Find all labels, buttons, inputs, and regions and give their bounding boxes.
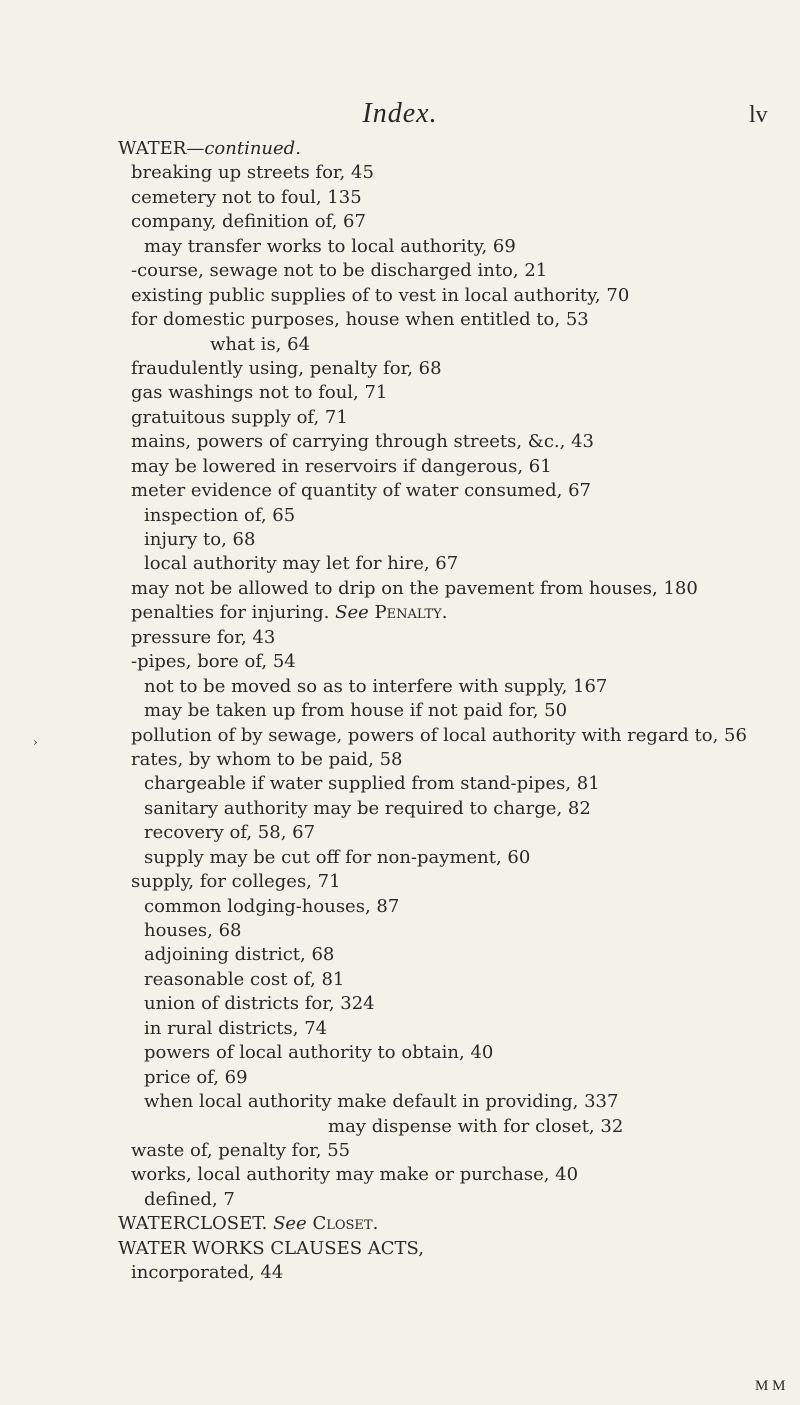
entry-text: pressure for, 43	[131, 626, 276, 648]
index-entry	[0, 259, 800, 283]
entry-text: what is, 64	[210, 333, 311, 355]
cross-reference: Penalty.	[368, 602, 448, 624]
entry-text: mains, powers of carrying through streets, &c., 43	[131, 431, 594, 453]
see-label: See	[335, 602, 369, 624]
index-entry-text	[118, 1237, 424, 1261]
index-entry-text	[131, 430, 594, 454]
entry-text: -course, sewage not to be discharged into, 21	[131, 260, 548, 282]
entry-text: powers of local authority to obtain, 40	[144, 1042, 494, 1064]
index-entry-text	[131, 308, 589, 332]
index-entry-text	[144, 772, 600, 796]
margin-mark: ›	[33, 735, 38, 749]
index-entry-text	[131, 381, 387, 405]
index-entry-text	[144, 1041, 493, 1065]
index-entry	[0, 821, 800, 845]
index-entry-text	[131, 357, 442, 381]
index-entry	[0, 724, 800, 748]
index-entry	[0, 1090, 800, 1114]
index-entry	[0, 992, 800, 1016]
page-number: lv	[749, 102, 768, 128]
index-entry-text	[144, 528, 255, 552]
index-entry	[0, 210, 800, 234]
index-entry	[0, 333, 800, 357]
entry-text: incorporated, 44	[131, 1262, 284, 1284]
index-entry	[0, 943, 800, 967]
index-entry-text	[131, 626, 275, 650]
index-entry	[0, 772, 800, 796]
entry-text: inspection of, 65	[144, 504, 296, 526]
index-entry-text	[131, 870, 341, 894]
index-entry-text	[144, 821, 315, 845]
entry-text: company, definition of, 67	[131, 211, 366, 233]
entry-text: not to be moved so as to interfere with supply, 167	[144, 675, 608, 697]
index-entry-text	[131, 406, 348, 430]
entry-text: for domestic purposes, house when entitled to, 53	[131, 309, 589, 331]
index-entry-text	[144, 552, 458, 576]
index-entry	[0, 748, 800, 772]
index-entry	[0, 919, 800, 943]
index-entry-text	[144, 1090, 618, 1114]
index-entry	[0, 357, 800, 381]
entry-text: breaking up streets for, 45	[131, 162, 374, 184]
index-entry-text	[144, 235, 516, 259]
index-entry	[0, 430, 800, 454]
index-entry	[0, 895, 800, 919]
index-entry	[0, 1139, 800, 1163]
entry-text: waste of, penalty for, 55	[131, 1139, 351, 1161]
index-entry-text	[328, 1115, 623, 1139]
entry-text: common lodging-houses, 87	[144, 895, 400, 917]
entry-text: WATERCLOSET.	[118, 1213, 274, 1235]
entry-text: meter evidence of quantity of water consumed, 67	[131, 480, 592, 502]
entry-text: supply may be cut off for non-payment, 60	[144, 846, 531, 868]
index-entry-text	[131, 748, 403, 772]
index-entry-text	[144, 1017, 327, 1041]
index-entry-text	[144, 504, 295, 528]
index-entry	[0, 381, 800, 405]
index-entry	[0, 968, 800, 992]
entry-text: gratuitous supply of, 71	[131, 406, 348, 428]
entry-text: fraudulently using, penalty for, 68	[131, 357, 442, 379]
index-entry-text	[144, 1188, 235, 1212]
index-entry-text	[144, 968, 344, 992]
index-entry	[0, 1261, 800, 1285]
entry-text: recovery of, 58, 67	[144, 822, 316, 844]
index-entry	[0, 528, 800, 552]
index-entry	[0, 552, 800, 576]
index-entry-text	[210, 333, 310, 357]
entry-text: may be lowered in reservoirs if dangerous, 61	[131, 455, 552, 477]
index-entry-text	[144, 1066, 248, 1090]
index-entry	[0, 650, 800, 674]
entry-text: cemetery not to foul, 135	[131, 186, 362, 208]
index-entry	[0, 1041, 800, 1065]
index-entry	[0, 186, 800, 210]
index-entry-text	[144, 675, 607, 699]
index-entry	[0, 846, 800, 870]
entry-heading-continued: continued.	[204, 138, 301, 159]
entry-text: works, local authority may make or purchase, 40	[131, 1164, 579, 1186]
entry-text: penalties for injuring.	[131, 602, 336, 624]
entry-text: reasonable cost of, 81	[144, 968, 345, 990]
index-entry-text	[131, 161, 374, 185]
index-entry-text	[131, 601, 447, 625]
entry-text: houses, 68	[144, 920, 242, 941]
index-entry	[0, 455, 800, 479]
entry-text: adjoining district, 68	[144, 944, 335, 966]
index-entry	[0, 626, 800, 650]
entry-text: union of districts for, 324	[144, 993, 375, 1015]
entry-text: supply, for colleges, 71	[131, 871, 341, 893]
entry-text: injury to, 68	[144, 529, 256, 550]
index-entry-text	[131, 455, 552, 479]
index-entry-text	[131, 479, 591, 503]
index-entry-text	[118, 1212, 378, 1236]
index-entry-text	[144, 919, 242, 943]
index-entry	[0, 479, 800, 503]
entry-text: may dispense with for closet, 32	[328, 1115, 624, 1137]
index-entry-text	[144, 992, 375, 1016]
entry-text: local authority may let for hire, 67	[144, 553, 459, 575]
index-entry-text	[118, 137, 301, 161]
entry-text: gas washings not to foul, 71	[131, 382, 388, 404]
entry-text: price of, 69	[144, 1066, 248, 1088]
entry-text: defined, 7	[144, 1188, 235, 1210]
index-entry-text	[131, 186, 362, 210]
entry-text: may transfer works to local authority, 69	[144, 235, 516, 257]
entry-text: existing public supplies of to vest in local authority, 70	[131, 284, 630, 306]
index-entry	[0, 1017, 800, 1041]
index-entry	[0, 1237, 800, 1261]
index-entry-text	[131, 259, 547, 283]
index-entry	[0, 870, 800, 894]
index-entry	[0, 406, 800, 430]
entry-text: rates, by whom to be paid, 58	[131, 748, 403, 770]
index-entry-text	[131, 210, 366, 234]
index-entry	[0, 1212, 800, 1236]
index-entry	[0, 1115, 800, 1139]
entry-text: -pipes, bore of, 54	[131, 651, 296, 673]
index-entry	[0, 1066, 800, 1090]
index-entry-text	[144, 943, 334, 967]
index-entry	[0, 675, 800, 699]
entry-text: sanitary authority may be required to charge, 82	[144, 797, 591, 819]
index-entry-text	[144, 797, 591, 821]
index-entry	[0, 235, 800, 259]
index-entry	[0, 137, 800, 161]
index-entry	[0, 797, 800, 821]
index-entry	[0, 284, 800, 308]
index-entry-text	[131, 1261, 283, 1285]
signature-mark: M M	[755, 1378, 786, 1394]
index-entry	[0, 504, 800, 528]
entry-text: WATER WORKS CLAUSES ACTS,	[118, 1237, 424, 1259]
index-entry-text	[144, 895, 399, 919]
index-entries	[0, 137, 800, 1286]
entry-text: in rural districts, 74	[144, 1017, 328, 1039]
index-entry-text	[131, 724, 747, 748]
cross-reference: Closet.	[306, 1213, 379, 1235]
page-title: Index.	[362, 98, 438, 129]
index-entry-text	[144, 846, 530, 870]
index-entry-text	[131, 1139, 350, 1163]
index-entry-text	[131, 650, 296, 674]
index-entry-text	[131, 284, 629, 308]
index-entry	[0, 1188, 800, 1212]
index-entry	[0, 699, 800, 723]
index-entry	[0, 601, 800, 625]
index-entry	[0, 1163, 800, 1187]
entry-text: may be taken up from house if not paid for, 50	[144, 700, 568, 722]
entry-heading: WATER—	[118, 138, 205, 159]
index-entry-text	[131, 1163, 578, 1187]
entry-text: chargeable if water supplied from stand-pipes, 81	[144, 773, 600, 795]
entry-text: when local authority make default in providing, 337	[144, 1091, 619, 1113]
index-entry-text	[131, 577, 698, 601]
index-entry-text	[144, 699, 567, 723]
entry-text: pollution of by sewage, powers of local authority with regard to, 56	[131, 724, 747, 746]
entry-text: may not be allowed to drip on the pavement from houses, 180	[131, 577, 698, 599]
index-entry	[0, 577, 800, 601]
index-entry	[0, 161, 800, 185]
index-entry	[0, 308, 800, 332]
see-label: See	[273, 1213, 307, 1235]
